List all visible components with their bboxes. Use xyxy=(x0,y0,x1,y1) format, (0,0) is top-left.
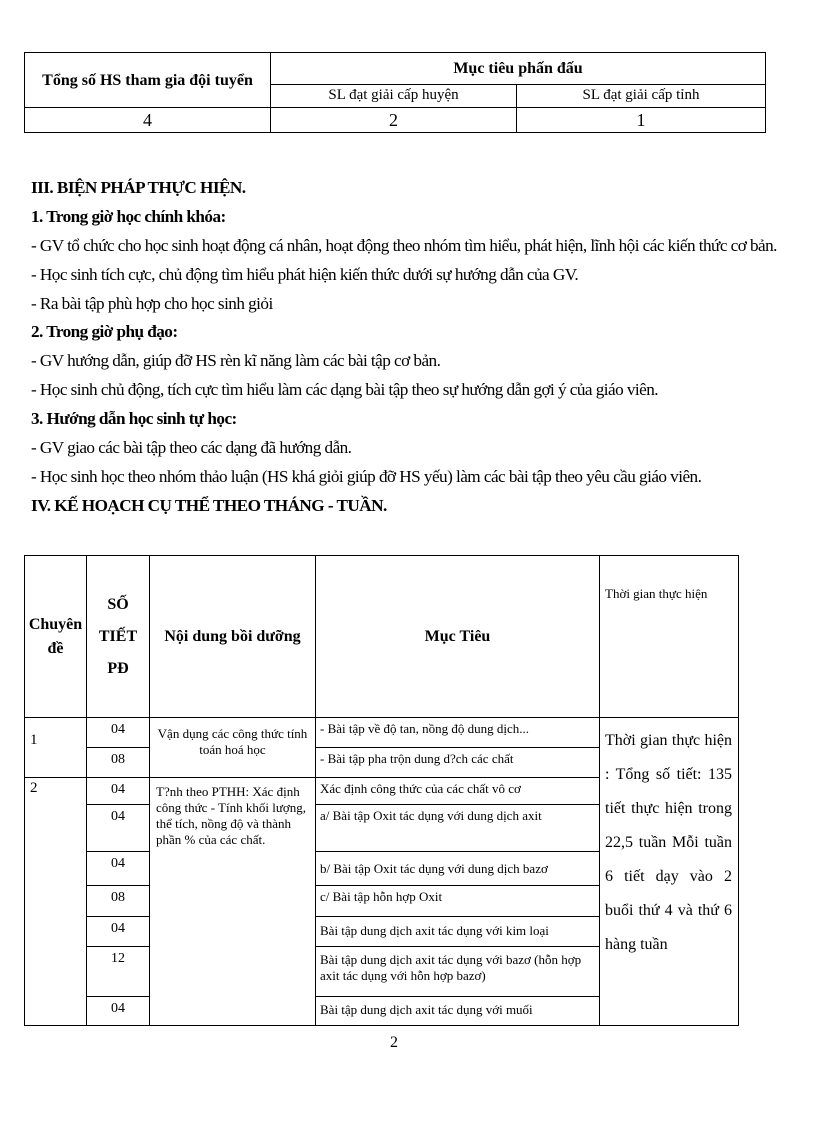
measures-section xyxy=(31,174,801,521)
goal-cell: - Bài tập pha trộn dung d?ch các chất xyxy=(316,748,600,778)
target-table xyxy=(24,52,766,133)
sub3-heading: 3. Hướng dẫn học sinh tự học: xyxy=(31,409,237,429)
periods-cell: 08 xyxy=(87,886,150,917)
header-goal: Mục tiêu phấn đấu xyxy=(271,53,766,85)
header-total-students: Tổng số HS tham gia đội tuyển xyxy=(25,53,271,108)
periods-cell: 04 xyxy=(87,997,150,1026)
goal-cell: a/ Bài tập Oxit tác dụng với dung dịch axit xyxy=(316,805,600,852)
periods-cell: 08 xyxy=(87,748,150,778)
col-topic-header-line: đề xyxy=(47,639,64,657)
periods-cell: 04 xyxy=(87,805,150,852)
periods-cell: 04 xyxy=(87,778,150,805)
goal-cell: c/ Bài tập hỗn hợp Oxit xyxy=(316,886,600,917)
goal-cell: Bài tập dung dịch axit tác dụng với kim loại xyxy=(316,917,600,947)
goal-cell: Bài tập dung dịch axit tác dụng với bazơ (hỗn hợp axit tác dụng với hỗn hợp bazơ) xyxy=(316,947,600,997)
section4-heading: IV. KẾ HOẠCH CỤ THỂ THEO THÁNG - TUẦN. xyxy=(31,495,387,515)
goal-cell: Bài tập dung dịch axit tác dụng với muối xyxy=(316,997,600,1026)
page-number: 2 xyxy=(390,1034,398,1051)
value-province-prize: 1 xyxy=(517,108,766,133)
col-topic-header-line: Chuyên xyxy=(28,615,83,633)
goal-cell: b/ Bài tập Oxit tác dụng với dung dịch bazơ xyxy=(316,852,600,886)
periods-cell: 04 xyxy=(87,917,150,947)
header-province-prize: SL đạt giải cấp tỉnh xyxy=(517,84,766,107)
periods-cell: 12 xyxy=(87,947,150,997)
periods-cell: 04 xyxy=(87,852,150,886)
periods-cell: 04 xyxy=(87,718,150,748)
col-periods-header xyxy=(87,556,150,718)
value-district-prize: 2 xyxy=(271,108,517,133)
col-topic-header xyxy=(25,556,87,718)
time-plan-cell: Thời gian thực hiện : Tổng số tiết: 135 tiết thực hiện trong 22,5 tuần Mỗi tuần 6 tiết dạy vào 2 buổi thứ 4 và thứ 6 hàng tuần xyxy=(600,718,739,1026)
sub1-item: - Ra bài tập phù hợp cho học sinh giỏi xyxy=(31,293,273,313)
content-cell: Vận dụng các công thức tính toán hoá học xyxy=(150,718,316,778)
table-row xyxy=(25,718,739,748)
content-cell: T?nh theo PTHH: Xác định công thức - Tính khối lượng, thể tích, nồng độ và thành phần % của các chất. xyxy=(150,778,316,1026)
sub1-item: - Học sinh tích cực, chủ động tìm hiểu phát hiện kiến thức dưới sự hướng dẫn của GV. xyxy=(31,264,579,284)
col-periods-header-line: SỐ xyxy=(107,595,129,613)
plan-table xyxy=(24,555,739,1026)
sub3-item: - GV giao các bài tập theo các dạng đã hướng dẫn. xyxy=(31,438,352,458)
sub2-item: - GV hướng dẫn, giúp đỡ HS rèn kĩ năng làm các bài tập cơ bản. xyxy=(31,351,441,371)
col-goal-header: Mục Tiêu xyxy=(316,556,600,718)
sub3-item: - Học sinh học theo nhóm thảo luận (HS khá giỏi giúp đỡ HS yếu) làm các bài tập theo yêu cầu giáo viên. xyxy=(31,466,702,486)
col-periods-header-line: PĐ xyxy=(107,659,129,677)
col-time-header: Thời gian thực hiện xyxy=(600,556,739,718)
col-content-header: Nội dung bồi dưỡng xyxy=(150,556,316,718)
sub1-heading: 1. Trong giờ học chính khóa: xyxy=(31,206,226,226)
header-district-prize: SL đạt giải cấp huyện xyxy=(271,84,517,107)
topic-number: 2 xyxy=(25,778,87,1026)
sub2-heading: 2. Trong giờ phụ đạo: xyxy=(31,322,178,342)
col-periods-header-line: TIẾT xyxy=(98,627,138,645)
section3-heading: III. BIỆN PHÁP THỰC HIỆN. xyxy=(31,178,246,197)
goal-cell: - Bài tập về độ tan, nồng độ dung dịch... xyxy=(316,718,600,748)
goal-cell: Xác định công thức của các chất vô cơ xyxy=(316,778,600,805)
value-total-students: 4 xyxy=(25,108,271,133)
sub2-item: - Học sinh chủ động, tích cực tìm hiểu làm các dạng bài tập theo sự hướng dẫn gợi ý của giáo viên. xyxy=(31,380,659,400)
topic-number: 1 xyxy=(25,718,87,778)
sub1-item: - GV tổ chức cho học sinh hoạt động cá nhân, hoạt động theo nhóm tìm hiểu, phát hiện, lĩnh hội các kiến thức cơ bản. xyxy=(31,235,777,255)
